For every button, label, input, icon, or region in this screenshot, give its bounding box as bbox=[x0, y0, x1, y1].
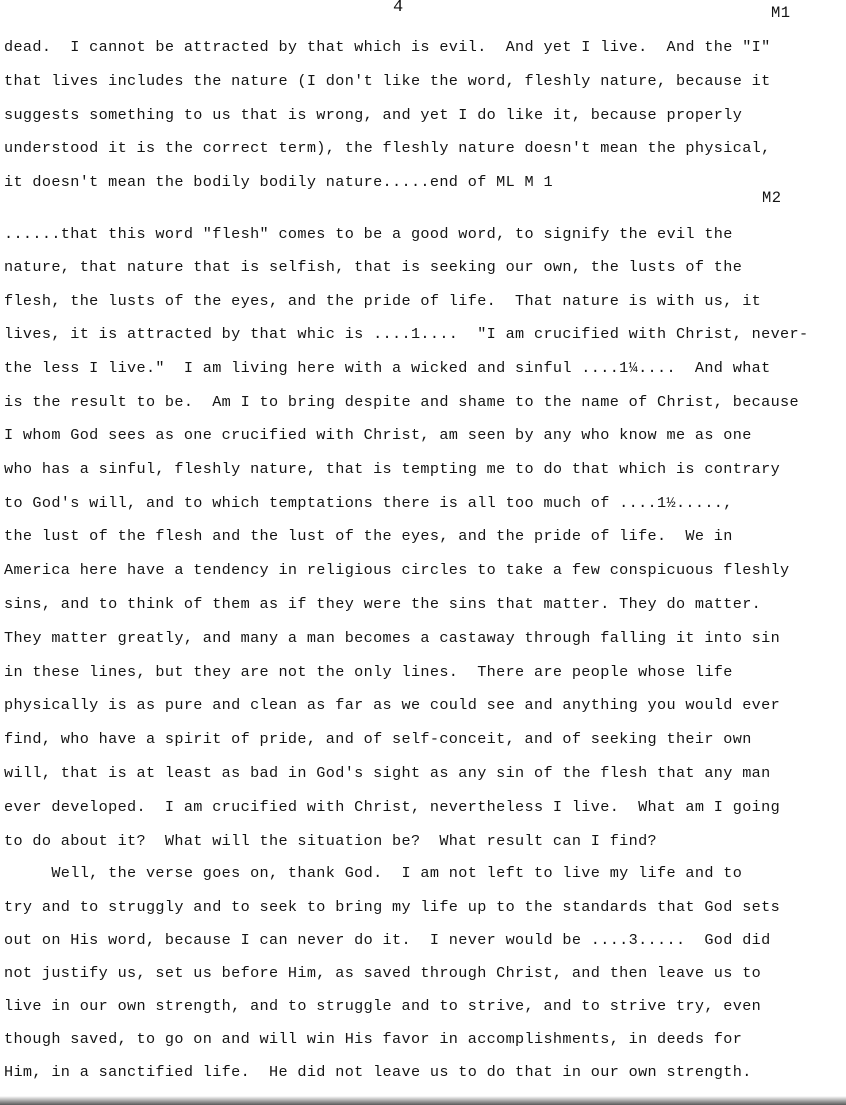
text-line: to God's will, and to which temptations there is all too much of ....1½....., bbox=[4, 494, 733, 512]
text-line: to do about it? What will the situation be? What result can I find? bbox=[4, 832, 658, 850]
text-line: Him, in a sanctified life. He did not leave us to do that in our own strength. bbox=[4, 1063, 752, 1081]
text-line: suggests something to us that is wrong, and yet I do like it, because properly bbox=[4, 106, 743, 124]
text-line: ......that this word "flesh" comes to be a good word, to signify the evil the bbox=[4, 225, 733, 243]
text-line: ever developed. I am crucified with Christ, nevertheless I live. What am I going bbox=[4, 798, 781, 816]
text-line: They matter greatly, and many a man becomes a castaway through falling it into sin bbox=[4, 629, 781, 647]
page-number: 4 bbox=[393, 0, 404, 17]
text-line: sins, and to think of them as if they were the sins that matter. They do matter. bbox=[4, 595, 762, 613]
text-line: not justify us, set us before Him, as saved through Christ, and then leave us to bbox=[4, 964, 762, 982]
text-line: flesh, the lusts of the eyes, and the pride of life. That nature is with us, it bbox=[4, 292, 762, 310]
text-line: though saved, to go on and will win His favor in accomplishments, in deeds for bbox=[4, 1030, 743, 1048]
text-line: nature, that nature that is selfish, that is seeking our own, the lusts of the bbox=[4, 258, 743, 276]
text-line: America here have a tendency in religious circles to take a few conspicuous fleshly bbox=[4, 561, 790, 579]
text-line: that lives includes the nature (I don't like the word, fleshly nature, because it bbox=[4, 72, 771, 90]
section-marker-m1: M1 bbox=[771, 4, 791, 22]
text-line: lives, it is attracted by that whic is ....1.... "I am crucified with Christ, never- bbox=[4, 325, 809, 343]
text-line: the less I live." I am living here with a wicked and sinful ....1¼.... And what bbox=[4, 359, 771, 377]
scan-bottom-edge bbox=[0, 1096, 846, 1105]
text-line: it doesn't mean the bodily bodily nature.....end of ML M 1 bbox=[4, 173, 553, 191]
text-line: in these lines, but they are not the only lines. There are people whose life bbox=[4, 663, 733, 681]
text-line: Well, the verse goes on, thank God. I am not left to live my life and to bbox=[4, 864, 743, 882]
text-line: the lust of the flesh and the lust of the eyes, and the pride of life. We in bbox=[4, 527, 733, 545]
text-line: try and to struggly and to seek to bring my life up to the standards that God sets bbox=[4, 898, 781, 916]
text-line: is the result to be. Am I to bring despite and shame to the name of Christ, because bbox=[4, 393, 799, 411]
section-marker-m2: M2 bbox=[762, 189, 782, 207]
text-line: physically is as pure and clean as far as we could see and anything you would ever bbox=[4, 696, 781, 714]
text-line: live in our own strength, and to struggle and to strive, and to strive try, even bbox=[4, 997, 762, 1015]
text-line: understood it is the correct term), the fleshly nature doesn't mean the physical, bbox=[4, 139, 771, 157]
text-line: find, who have a spirit of pride, and of self-conceit, and of seeking their own bbox=[4, 730, 752, 748]
text-line: out on His word, because I can never do it. I never would be ....3..... God did bbox=[4, 931, 771, 949]
text-line: who has a sinful, fleshly nature, that is tempting me to do that which is contrary bbox=[4, 460, 781, 478]
text-line: will, that is at least as bad in God's sight as any sin of the flesh that any man bbox=[4, 764, 771, 782]
text-line: I whom God sees as one crucified with Christ, am seen by any who know me as one bbox=[4, 426, 752, 444]
text-line: dead. I cannot be attracted by that which is evil. And yet I live. And the "I" bbox=[4, 38, 771, 56]
